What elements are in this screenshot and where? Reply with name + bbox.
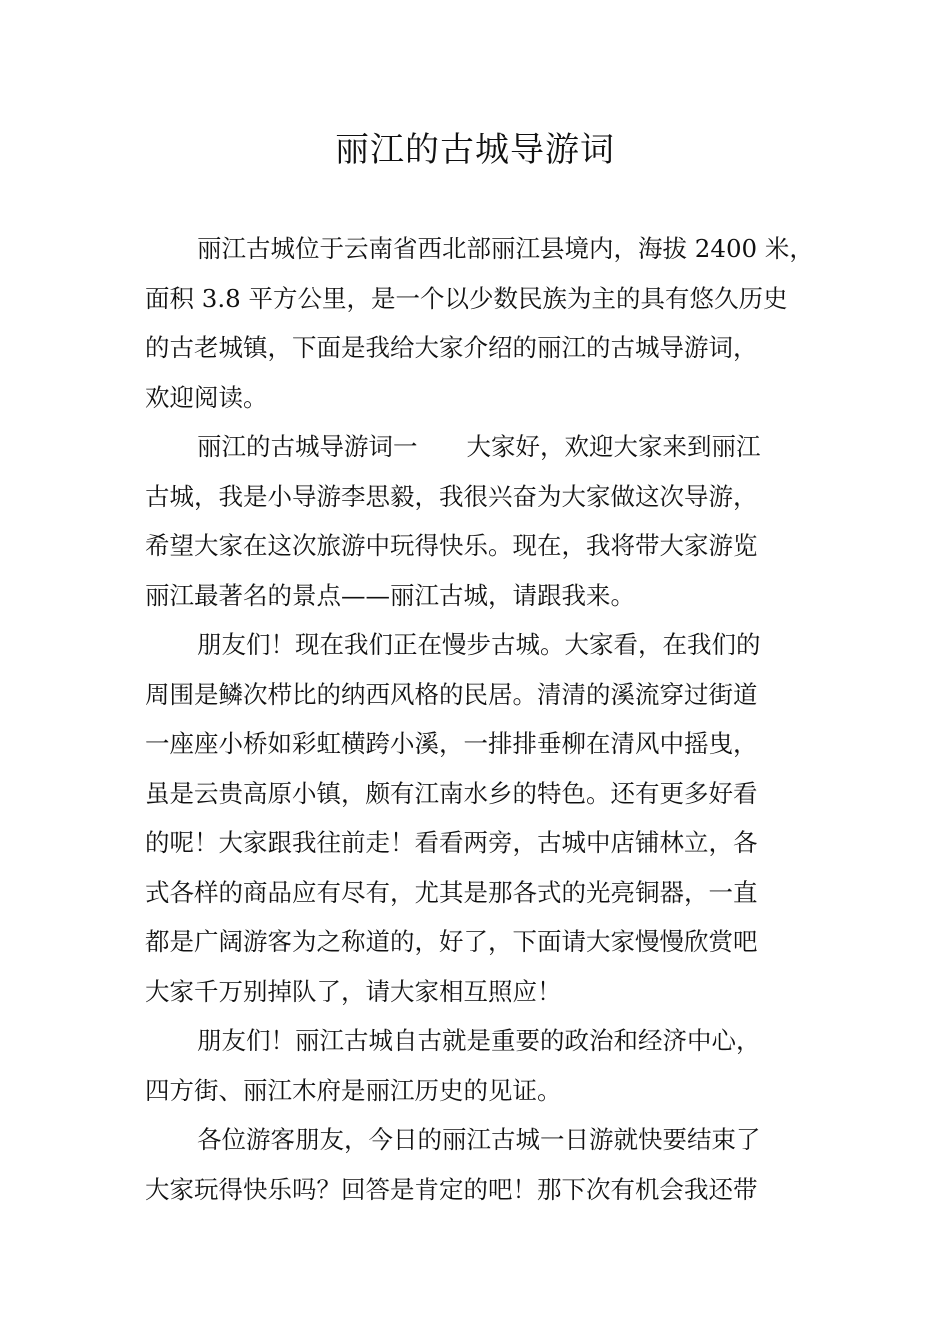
text-line: 四方街、丽江木府是丽江历史的见证。 (145, 1075, 562, 1105)
paragraph-farewell (145, 1115, 825, 1214)
paragraph-greeting (145, 422, 825, 620)
text-line: 式各样的商品应有尽有，尤其是那各式的光亮铜器，一直 (145, 877, 758, 907)
paragraph-old-town-walk (145, 620, 825, 1016)
text-line: 面积 3.8 平方公里，是一个以少数民族为主的具有悠久历史 (145, 283, 788, 313)
text-line: 丽江古城位于云南省西北部丽江县境内，海拔 2400 米， (197, 234, 814, 263)
text-line: 欢迎阅读。 (145, 382, 268, 412)
paragraph-intro (145, 224, 825, 422)
text-line: 丽江的古城导游词一 大家好，欢迎大家来到丽江 (197, 432, 761, 461)
text-line: 朋友们！现在我们正在慢步古城。大家看，在我们的 (197, 630, 761, 659)
text-line: 希望大家在这次旅游中玩得快乐。现在，我将带大家游览 (145, 531, 758, 560)
text-line: 各位游客朋友，今日的丽江古城一日游就快要结束了 (197, 1125, 761, 1154)
document-body (145, 224, 825, 1214)
text-line: 周围是鳞次栉比的纳西风格的民居。清清的溪流穿过街道 (145, 679, 758, 709)
document-title: 丽江的古城导游词 (335, 130, 615, 170)
text-line: 古城，我是小导游李思毅，我很兴奋为大家做这次导游， (145, 481, 758, 511)
text-line: 一座座小桥如彩虹横跨小溪，一排排垂柳在清风中摇曳， (145, 729, 758, 758)
text-line: 丽江最著名的景点——丽江古城，请跟我来。 (145, 580, 635, 610)
text-line: 的古老城镇，下面是我给大家介绍的丽江的古城导游词， (145, 333, 758, 362)
text-line: 大家千万别掉队了，请大家相互照应！ (145, 976, 562, 1006)
text-line: 都是广阔游客为之称道的，好了，下面请大家慢慢欣赏吧 (145, 927, 758, 956)
text-line: 虽是云贵高原小镇，颇有江南水乡的特色。还有更多好看 (145, 778, 758, 808)
text-line: 大家玩得快乐吗？回答是肯定的吧！那下次有机会我还带 (145, 1174, 758, 1204)
paragraph-history (145, 1016, 825, 1115)
text-line: 的呢！大家跟我往前走！看看两旁，古城中店铺林立，各 (145, 828, 758, 857)
text-line: 朋友们！丽江古城自古就是重要的政治和经济中心， (197, 1026, 761, 1055)
